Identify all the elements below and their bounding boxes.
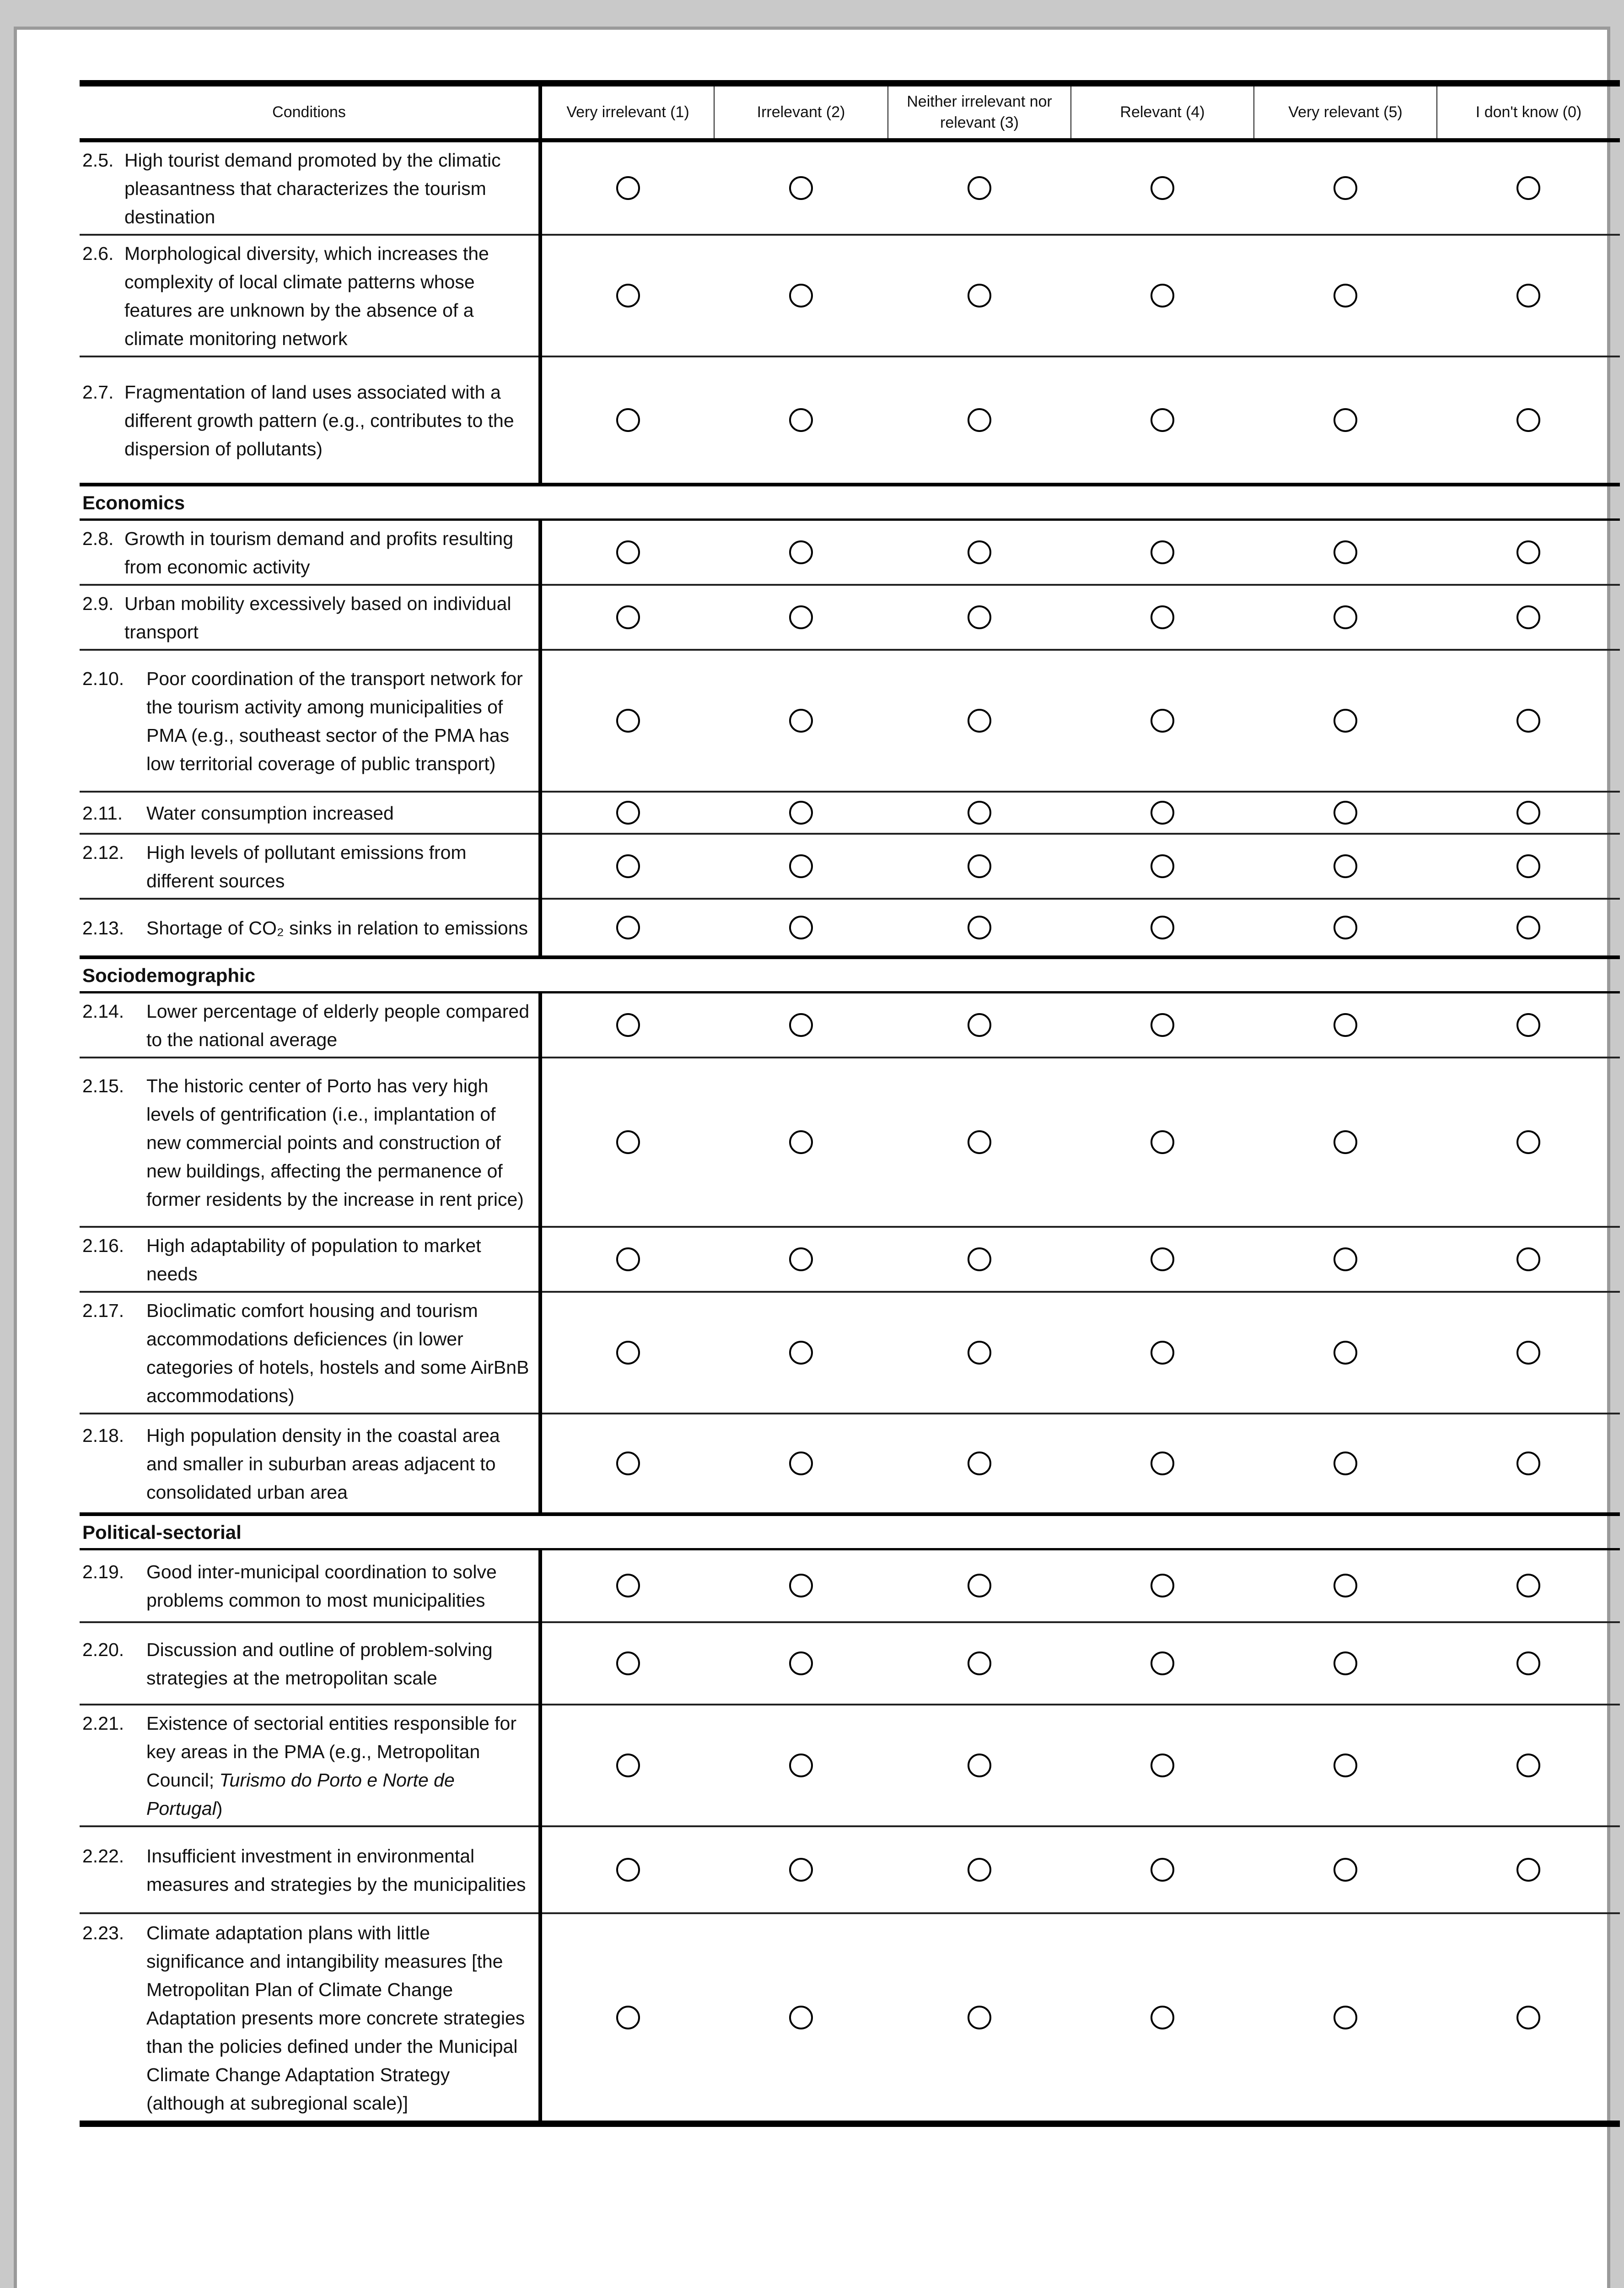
item-number: 2.18.	[82, 1425, 124, 1446]
item-text: Fragmentation of land uses associated with a different growth pattern (e.g., contributes to the dispersion of pollutants)	[124, 381, 514, 459]
radio-neither[interactable]	[968, 1013, 991, 1037]
condition-cell	[80, 585, 540, 650]
radio-relevant[interactable]	[1151, 1754, 1174, 1777]
radio-relevant[interactable]	[1151, 284, 1174, 308]
radio-relevant[interactable]	[1151, 2006, 1174, 2029]
radio-dont-know[interactable]	[1516, 605, 1540, 629]
item-text: High tourist demand promoted by the climatic pleasantness that characterizes the tourism destination	[124, 149, 501, 227]
item-number: 2.14.	[82, 1000, 124, 1022]
radio-relevant[interactable]	[1151, 540, 1174, 564]
radio-very-relevant[interactable]	[1334, 284, 1357, 308]
item-number: 2.7.	[82, 381, 114, 403]
radio-dont-know[interactable]	[1516, 540, 1540, 564]
radio-relevant[interactable]	[1151, 1341, 1174, 1365]
header-conditions: Conditions	[80, 83, 540, 140]
radio-relevant[interactable]	[1151, 176, 1174, 200]
radio-very-irrelevant[interactable]	[616, 1452, 640, 1475]
radio-dont-know[interactable]	[1516, 1130, 1540, 1154]
radio-neither[interactable]	[968, 2006, 991, 2029]
radio-irrelevant[interactable]	[789, 854, 813, 878]
condition-cell	[80, 356, 540, 485]
condition-cell	[80, 140, 540, 235]
radio-neither[interactable]	[968, 1130, 991, 1154]
radio-relevant[interactable]	[1151, 801, 1174, 825]
radio-very-relevant[interactable]	[1334, 2006, 1357, 2029]
header-dont-know: I don't know (0)	[1437, 83, 1620, 140]
item-text: Bioclimatic comfort housing and tourism accommodations deficiences (in lower categories of hotels, hostels and some AirBnB accommodations)	[146, 1300, 529, 1406]
table-row	[80, 519, 1620, 585]
radio-irrelevant[interactable]	[789, 1754, 813, 1777]
item-text: High levels of pollutant emissions from different sources	[146, 842, 467, 891]
table-row	[80, 1058, 1620, 1227]
radio-relevant[interactable]	[1151, 1452, 1174, 1475]
radio-dont-know[interactable]	[1516, 1013, 1540, 1037]
item-number: 2.21.	[82, 1713, 124, 1734]
radio-relevant[interactable]	[1151, 1858, 1174, 1882]
item-number: 2.13.	[82, 917, 124, 939]
table-header-row	[80, 83, 1620, 140]
table-row	[80, 140, 1620, 235]
table-row	[80, 1913, 1620, 2124]
radio-very-relevant[interactable]	[1334, 1651, 1357, 1675]
radio-very-relevant[interactable]	[1334, 1341, 1357, 1365]
item-text: Morphological diversity, which increases the complexity of local climate patterns whose features are unknown by the absence of a climate monitoring network	[124, 243, 489, 349]
radio-very-irrelevant[interactable]	[616, 1574, 640, 1597]
section-header-sociodemographic	[80, 957, 1620, 993]
table-row	[80, 1292, 1620, 1414]
table-row	[80, 1227, 1620, 1292]
header-very-relevant: Very relevant (5)	[1254, 83, 1437, 140]
radio-very-irrelevant[interactable]	[616, 1341, 640, 1365]
radio-relevant[interactable]	[1151, 854, 1174, 878]
item-number: 2.6.	[82, 243, 114, 264]
radio-irrelevant[interactable]	[789, 1651, 813, 1675]
item-text: The historic center of Porto has very high levels of gentrification (i.e., implantation of new commercial points and construction of new buildings, affecting the permanence of former residents by the increase in rent price)	[146, 1075, 524, 1210]
radio-neither[interactable]	[968, 1651, 991, 1675]
radio-very-irrelevant[interactable]	[616, 1130, 640, 1154]
radio-neither[interactable]	[968, 1452, 991, 1475]
item-number: 2.11.	[82, 802, 123, 824]
radio-irrelevant[interactable]	[789, 1341, 813, 1365]
item-number: 2.10.	[82, 668, 124, 689]
radio-relevant[interactable]	[1151, 1013, 1174, 1037]
table-row	[80, 1549, 1620, 1622]
radio-irrelevant[interactable]	[789, 540, 813, 564]
radio-dont-know[interactable]	[1516, 709, 1540, 733]
section-header-political-sectorial	[80, 1514, 1620, 1549]
radio-very-irrelevant[interactable]	[616, 1247, 640, 1271]
table-row	[80, 792, 1620, 834]
radio-dont-know[interactable]	[1516, 1452, 1540, 1475]
radio-dont-know[interactable]	[1516, 916, 1540, 939]
radio-very-relevant[interactable]	[1334, 916, 1357, 939]
item-number: 2.16.	[82, 1235, 124, 1256]
radio-very-irrelevant[interactable]	[616, 540, 640, 564]
table-row	[80, 1414, 1620, 1514]
radio-irrelevant[interactable]	[789, 284, 813, 308]
radio-relevant[interactable]	[1151, 1574, 1174, 1597]
table-row	[80, 585, 1620, 650]
rating-table	[80, 80, 1620, 2127]
document-page	[14, 27, 1610, 2288]
item-number: 2.20.	[82, 1639, 124, 1660]
table-row	[80, 235, 1620, 356]
item-number: 2.19.	[82, 1561, 124, 1583]
radio-dont-know[interactable]	[1516, 1858, 1540, 1882]
radio-very-irrelevant[interactable]	[616, 854, 640, 878]
radio-relevant[interactable]	[1151, 408, 1174, 432]
radio-very-irrelevant[interactable]	[616, 2006, 640, 2029]
radio-very-irrelevant[interactable]	[616, 605, 640, 629]
radio-very-irrelevant[interactable]	[616, 709, 640, 733]
condition-cell	[80, 519, 540, 585]
section-header-economics	[80, 485, 1620, 520]
condition-cell	[80, 1913, 540, 2124]
radio-dont-know[interactable]	[1516, 284, 1540, 308]
item-text: Lower percentage of elderly people compared to the national average	[146, 1000, 529, 1050]
section-title: Economics	[80, 485, 1620, 520]
header-very-irrelevant: Very irrelevant (1)	[540, 83, 714, 140]
radio-very-relevant[interactable]	[1334, 176, 1357, 200]
radio-very-relevant[interactable]	[1334, 1754, 1357, 1777]
radio-irrelevant[interactable]	[789, 1574, 813, 1597]
radio-neither[interactable]	[968, 1574, 991, 1597]
radio-neither[interactable]	[968, 1858, 991, 1882]
radio-irrelevant[interactable]	[789, 709, 813, 733]
item-number: 2.15.	[82, 1075, 124, 1096]
item-text-italic: Turismo do Porto e Norte de Portugal	[146, 1770, 455, 1819]
item-text: Poor coordination of the transport network for the tourism activity among municipalities of PMA (e.g., southeast sector of the PMA has low territorial coverage of public transport)	[146, 668, 523, 774]
table-row	[80, 1826, 1620, 1913]
radio-very-irrelevant[interactable]	[616, 284, 640, 308]
radio-very-irrelevant[interactable]	[616, 1651, 640, 1675]
radio-very-relevant[interactable]	[1334, 801, 1357, 825]
condition-cell	[80, 650, 540, 792]
item-number: 2.23.	[82, 1922, 124, 1943]
radio-relevant[interactable]	[1151, 709, 1174, 733]
radio-irrelevant[interactable]	[789, 1130, 813, 1154]
section-title: Sociodemographic	[80, 957, 1620, 993]
table-row	[80, 899, 1620, 957]
radio-relevant[interactable]	[1151, 1130, 1174, 1154]
radio-dont-know[interactable]	[1516, 176, 1540, 200]
item-text: Growth in tourism demand and profits resulting from economic activity	[124, 528, 514, 577]
item-text: Urban mobility excessively based on individual transport	[124, 593, 511, 642]
radio-dont-know[interactable]	[1516, 1574, 1540, 1597]
radio-dont-know[interactable]	[1516, 1651, 1540, 1675]
item-number: 2.8.	[82, 528, 114, 549]
radio-irrelevant[interactable]	[789, 408, 813, 432]
item-text-part: Existence of sectorial entities responsible for key areas in the PMA (e.g., Metropolitan Council;	[146, 1713, 517, 1791]
item-text: Climate adaptation plans with little significance and intangibility measures [the Metropolitan Plan of Climate Change Adaptation presents more concrete strategies than the policies defined under the Municipal Climate Change Adaptation Strategy (although at subregional scale)]	[146, 1922, 525, 2114]
radio-neither[interactable]	[968, 854, 991, 878]
radio-very-relevant[interactable]	[1334, 1452, 1357, 1475]
radio-very-irrelevant[interactable]	[616, 176, 640, 200]
radio-very-relevant[interactable]	[1334, 605, 1357, 629]
radio-irrelevant[interactable]	[789, 176, 813, 200]
radio-neither[interactable]	[968, 1754, 991, 1777]
radio-very-relevant[interactable]	[1334, 1247, 1357, 1271]
item-text: High adaptability of population to market needs	[146, 1235, 481, 1284]
condition-cell	[80, 1549, 540, 1622]
radio-neither[interactable]	[968, 709, 991, 733]
condition-cell	[80, 1292, 540, 1414]
radio-very-relevant[interactable]	[1334, 1574, 1357, 1597]
condition-cell	[80, 834, 540, 899]
item-text-part: )	[216, 1798, 223, 1819]
radio-dont-know[interactable]	[1516, 1247, 1540, 1271]
radio-very-relevant[interactable]	[1334, 540, 1357, 564]
radio-very-relevant[interactable]	[1334, 1130, 1357, 1154]
radio-neither[interactable]	[968, 801, 991, 825]
table-row	[80, 1622, 1620, 1705]
radio-neither[interactable]	[968, 605, 991, 629]
table-row	[80, 1705, 1620, 1826]
header-neither: Neither irrelevant nor relevant (3)	[888, 83, 1071, 140]
radio-very-irrelevant[interactable]	[616, 916, 640, 939]
radio-irrelevant[interactable]	[789, 2006, 813, 2029]
radio-very-relevant[interactable]	[1334, 709, 1357, 733]
condition-cell	[80, 1622, 540, 1705]
table-row	[80, 356, 1620, 485]
item-number: 2.22.	[82, 1846, 124, 1867]
radio-dont-know[interactable]	[1516, 801, 1540, 825]
radio-very-irrelevant[interactable]	[616, 801, 640, 825]
condition-cell	[80, 1058, 540, 1227]
radio-dont-know[interactable]	[1516, 854, 1540, 878]
condition-cell	[80, 792, 540, 834]
item-number: 2.5.	[82, 149, 114, 171]
radio-very-relevant[interactable]	[1334, 408, 1357, 432]
table-row	[80, 650, 1620, 792]
item-text: Water consumption increased	[146, 802, 394, 824]
item-number: 2.9.	[82, 593, 114, 614]
table-row	[80, 992, 1620, 1058]
item-text: Insufficient investment in environmental measures and strategies by the municipalities	[146, 1846, 526, 1895]
condition-cell	[80, 899, 540, 957]
radio-irrelevant[interactable]	[789, 1858, 813, 1882]
condition-cell	[80, 235, 540, 356]
radio-irrelevant[interactable]	[789, 801, 813, 825]
radio-relevant[interactable]	[1151, 1247, 1174, 1271]
radio-very-irrelevant[interactable]	[616, 1858, 640, 1882]
radio-very-relevant[interactable]	[1334, 854, 1357, 878]
radio-neither[interactable]	[968, 176, 991, 200]
header-relevant: Relevant (4)	[1071, 83, 1254, 140]
radio-neither[interactable]	[968, 1247, 991, 1271]
item-text: Good inter-municipal coordination to solve problems common to most municipalities	[146, 1561, 497, 1611]
radio-neither[interactable]	[968, 916, 991, 939]
item-text: High population density in the coastal area and smaller in suburban areas adjacent to consolidated urban area	[146, 1425, 500, 1503]
item-number: 2.17.	[82, 1300, 124, 1321]
radio-irrelevant[interactable]	[789, 1013, 813, 1037]
radio-irrelevant[interactable]	[789, 1247, 813, 1271]
table-row	[80, 834, 1620, 899]
condition-cell	[80, 1826, 540, 1913]
radio-relevant[interactable]	[1151, 916, 1174, 939]
radio-very-irrelevant[interactable]	[616, 1754, 640, 1777]
radio-neither[interactable]	[968, 408, 991, 432]
item-text: Discussion and outline of problem-solving strategies at the metropolitan scale	[146, 1639, 493, 1689]
radio-very-relevant[interactable]	[1334, 1858, 1357, 1882]
item-number: 2.12.	[82, 842, 124, 863]
condition-cell	[80, 1414, 540, 1514]
condition-cell	[80, 1227, 540, 1292]
radio-irrelevant[interactable]	[789, 1452, 813, 1475]
header-irrelevant: Irrelevant (2)	[714, 83, 888, 140]
radio-dont-know[interactable]	[1516, 408, 1540, 432]
item-text: Shortage of CO₂ sinks in relation to emissions	[146, 917, 528, 939]
condition-cell	[80, 992, 540, 1058]
radio-very-irrelevant[interactable]	[616, 1013, 640, 1037]
radio-very-irrelevant[interactable]	[616, 408, 640, 432]
section-title: Political-sectorial	[80, 1514, 1620, 1549]
radio-dont-know[interactable]	[1516, 1754, 1540, 1777]
radio-neither[interactable]	[968, 284, 991, 308]
radio-irrelevant[interactable]	[789, 605, 813, 629]
radio-neither[interactable]	[968, 1341, 991, 1365]
radio-very-relevant[interactable]	[1334, 1013, 1357, 1037]
radio-relevant[interactable]	[1151, 1651, 1174, 1675]
radio-dont-know[interactable]	[1516, 2006, 1540, 2029]
radio-neither[interactable]	[968, 540, 991, 564]
radio-irrelevant[interactable]	[789, 916, 813, 939]
radio-dont-know[interactable]	[1516, 1341, 1540, 1365]
condition-cell	[80, 1705, 540, 1826]
item-text	[146, 1709, 529, 1823]
radio-relevant[interactable]	[1151, 605, 1174, 629]
